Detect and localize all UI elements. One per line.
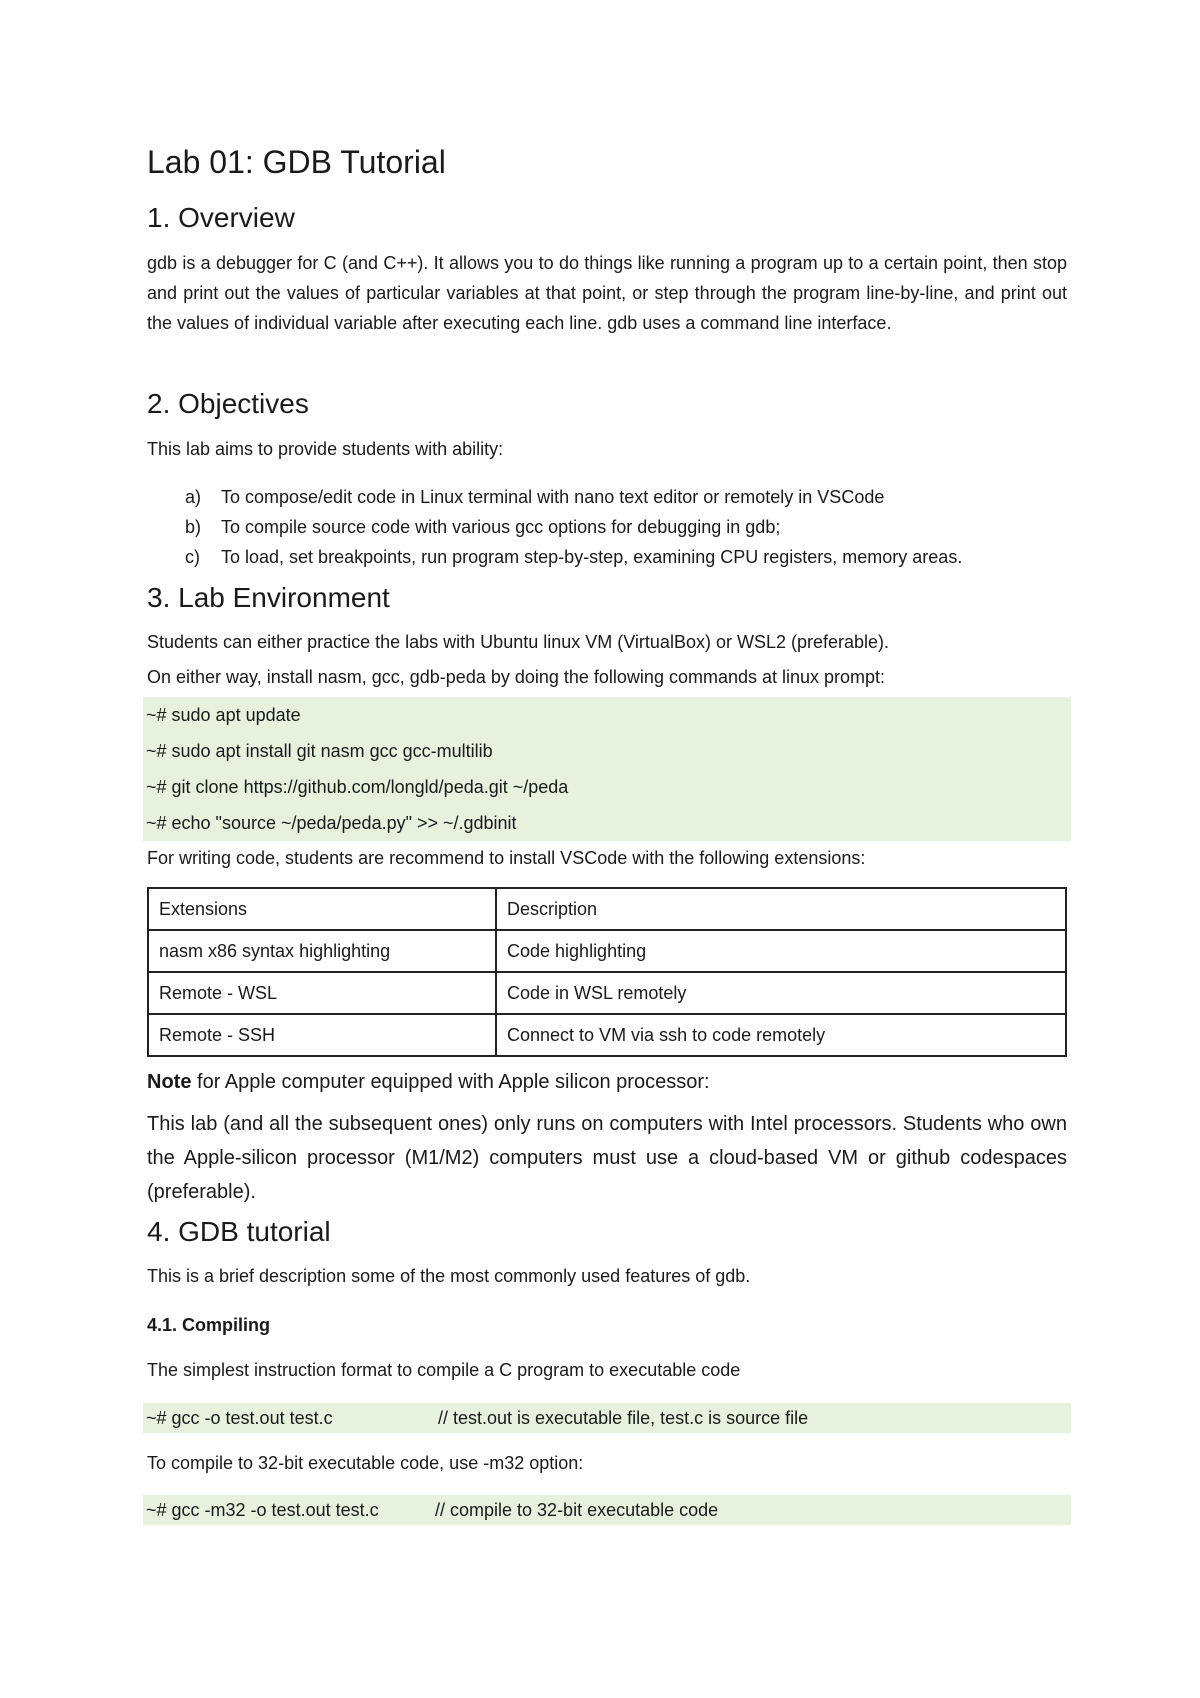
code-line: ~# echo "source ~/peda/peda.py" >> ~/.gdbinit [146,813,517,833]
table-row [148,1014,1066,1056]
table-header-row [148,888,1066,930]
note-body: This lab (and all the subsequent ones) only runs on computers with Intel processors. Students who own the Apple-silicon processor (M1/M2) computers must use a cloud-based VM or github codespaces (preferable). [147,1113,1067,1203]
code-line: ~# sudo apt update [146,705,301,725]
overview-body: gdb is a debugger for C (and C++). It allows you to do things like running a program up to a certain point, then stop and print out the values of particular variables at that point, or step through the program line-by-line, and print out the values of individual variable after executing each line. gdb uses a command line interface. [147,253,1067,333]
compile-command-2 [143,1495,1071,1525]
code-line: ~# sudo apt install git nasm gcc gcc-multilib [146,741,493,761]
compiling-line-2: To compile to 32-bit executable code, use -m32 option: [147,1453,584,1473]
gdb-intro: This is a brief description some of the most commonly used features of gdb. [147,1266,751,1286]
page-title: Lab 01: GDB Tutorial [147,144,446,180]
command-comment: // test.out is executable file, test.c is source file [438,1408,809,1428]
command-text: ~# gcc -m32 -o test.out test.c [146,1500,379,1520]
column-header: Description [496,888,1066,930]
list-item-text: To load, set breakpoints, run program step-by-step, examining CPU registers, memory areas. [221,547,963,567]
list-marker: a) [185,487,202,507]
compiling-heading: 4.1. Compiling [147,1315,271,1335]
overview-heading: 1. Overview [147,202,295,233]
objectives-heading: 2. Objectives [147,388,309,419]
command-comment: // compile to 32-bit executable code [435,1500,719,1520]
note-heading-text: for Apple computer equipped with Apple silicon processor: [191,1071,710,1093]
objectives-list [147,482,1067,572]
gdb-tutorial-heading: 4. GDB tutorial [147,1216,331,1247]
list-marker: b) [185,517,202,537]
list-item [147,542,1067,572]
table-cell: Code highlighting [496,930,1066,972]
environment-heading: 3. Lab Environment [147,582,390,613]
environment-line-1: Students can either practice the labs with Ubuntu linux VM (VirtualBox) or WSL2 (preferable). [147,632,890,652]
table-cell: Remote - WSL [148,972,496,1014]
extensions-table [147,887,1067,1057]
compile-command-1 [143,1403,1071,1433]
environment-line-2: On either way, install nasm, gcc, gdb-peda by doing the following commands at linux prompt: [147,667,886,687]
command-text: ~# gcc -o test.out test.c [146,1408,333,1428]
list-item-text: To compile source code with various gcc options for debugging in gdb; [221,517,781,537]
objectives-intro: This lab aims to provide students with ability: [147,439,504,459]
table-row [148,972,1066,1014]
column-header: Extensions [148,888,496,930]
table-cell: nasm x86 syntax highlighting [148,930,496,972]
list-item [147,482,1067,512]
table-row [148,930,1066,972]
list-item [147,512,1067,542]
compiling-line-1: The simplest instruction format to compile a C program to executable code [147,1360,741,1380]
list-marker: c) [185,547,200,567]
note-heading [147,1071,710,1094]
list-item-text: To compose/edit code in Linux terminal with nano text editor or remotely in VSCode [221,487,885,507]
code-line: ~# git clone https://github.com/longld/peda.git ~/peda [146,777,569,797]
vscode-intro: For writing code, students are recommend to install VSCode with the following extensions: [147,848,866,868]
install-commands-block [143,697,1071,841]
table-cell: Connect to VM via ssh to code remotely [496,1014,1066,1056]
table-cell: Remote - SSH [148,1014,496,1056]
note-label: Note [147,1071,192,1093]
table-cell: Code in WSL remotely [496,972,1066,1014]
